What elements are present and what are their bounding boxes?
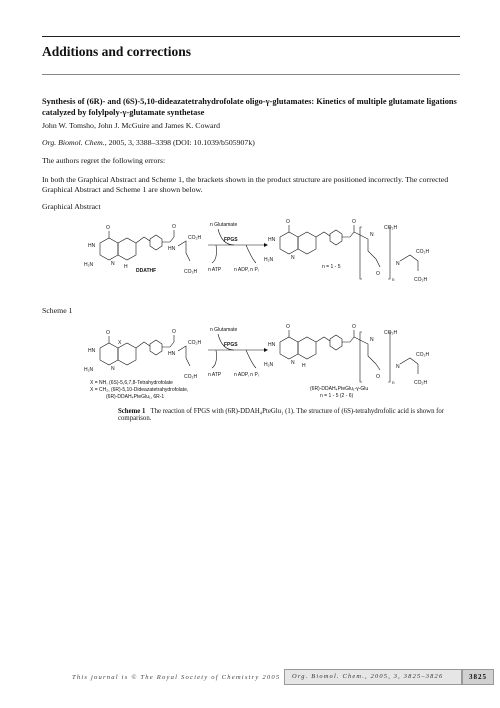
s1-co2h-4: CO₂H	[416, 352, 430, 358]
s1-h-1: H	[302, 363, 306, 369]
citation	[42, 138, 255, 147]
ga-o-3: O	[286, 219, 290, 225]
s1-co2h-3: CO₂H	[384, 330, 398, 336]
ga-o-2: O	[172, 224, 176, 230]
s1-h2n-2: H₂N	[264, 362, 274, 368]
ga-h2n-2: H₂N	[264, 257, 274, 263]
s1-n-4: N	[396, 364, 400, 370]
s1-n-1: N	[111, 366, 115, 372]
s1-n-atp: n ATP	[208, 372, 222, 378]
s1-ring-a	[100, 343, 118, 365]
s1-o-5: O	[376, 374, 380, 380]
scheme-figure	[84, 320, 464, 404]
s1-benzene-2	[330, 335, 342, 350]
ga-n-3: N	[370, 232, 374, 238]
authors: John W. Tomsho, John J. McGuire and James K. Coward	[42, 121, 220, 130]
graphical-abstract-figure	[84, 215, 464, 293]
s1-co2h-1: CO₂H	[188, 340, 202, 346]
s1-n-glutamate: n Glutamate	[210, 327, 238, 333]
s1-legend-1: X = NH, (6S)-5,6,7,8-Tetrahydrofolate	[90, 380, 173, 386]
s1-fpgs: FPGS	[224, 342, 238, 348]
s1-product-2: n = 1 - 5 (2 - 6)	[320, 393, 354, 399]
ga-hn-2: HN	[168, 246, 176, 252]
citation-journal: Org. Biomol. Chem.	[42, 138, 105, 147]
s1-benzene-1	[150, 340, 162, 355]
ga-co2h-5: CO₂H	[414, 277, 428, 283]
ga-o-1: O	[106, 225, 110, 231]
s1-ring-b	[118, 343, 136, 365]
s1-n-3: N	[370, 337, 374, 343]
ga-fpgs: FPGS	[224, 237, 238, 243]
ga-co2h-3: CO₂H	[384, 225, 398, 231]
s1-o-1: O	[106, 330, 110, 336]
s1-legend-2: X = CH₂, (6R)-5,10-Dideazatetrahydrofolate,	[90, 387, 189, 393]
article-title: Synthesis of (6R)- and (6S)-5,10-dideazatetrahydrofolate oligo-γ-glutamates: Kinetics of multiple glutamate ligations catalyzed by folylpoly-γ-glutamate synthetase	[42, 97, 457, 117]
s1-n-adp: n ADP, n Pᵢ	[234, 372, 259, 378]
ga-co2h-1: CO₂H	[188, 235, 202, 241]
ga-ring-c	[280, 232, 298, 254]
section-title: Additions and corrections	[42, 44, 192, 59]
ga-n-sub: n	[392, 277, 395, 282]
s1-legend-3: (6R)-DDAH₄PteGlu₁, 6R-1	[106, 394, 165, 400]
caption-text: The reaction of FPGS with (6R)-DDAH₄PteGlu₁ (1). The structure of (6S)-tetrahydrofolic acid is shown for comparison.	[118, 408, 445, 422]
scheme-label: Scheme 1	[42, 306, 73, 315]
footer-copyright: This journal is © The Royal Society of Chemistry 2005	[72, 674, 281, 681]
s1-x: X	[118, 340, 122, 346]
page-number: 3825	[462, 669, 494, 685]
s1-h2n-1: H₂N	[84, 367, 94, 373]
ga-o-5: O	[376, 271, 380, 277]
graphical-abstract-svg	[84, 215, 464, 293]
s1-o-2: O	[172, 329, 176, 335]
s1-ring-d	[298, 337, 316, 359]
ga-hn-3: HN	[268, 237, 276, 243]
ga-ring-a	[100, 238, 118, 260]
citation-details: , 2005, 3, 3388–3398 (DOI: 10.1039/b505907k)	[104, 138, 255, 147]
footer-journal: Org. Biomol. Chem., 2005, 3, 3825–3826	[292, 673, 444, 680]
ga-n-range: n = 1 - 5	[322, 264, 341, 270]
ga-n-2: N	[291, 255, 295, 261]
s1-hn-1: HN	[88, 348, 96, 354]
ga-h2n-1: H₂N	[84, 262, 94, 268]
ga-n-4: N	[396, 261, 400, 267]
graphical-abstract-label: Graphical Abstract	[42, 202, 101, 211]
s1-hn-3: HN	[268, 342, 276, 348]
s1-n-2: N	[291, 360, 295, 366]
ga-co2h-2: CO₂H	[184, 269, 198, 275]
ga-co2h-4: CO₂H	[416, 249, 430, 255]
s1-co2h-5: CO₂H	[414, 380, 428, 386]
ga-o-4: O	[352, 219, 356, 225]
ga-n-1: N	[111, 261, 115, 267]
scheme-caption	[118, 408, 478, 422]
ga-bracket-right	[388, 227, 390, 279]
ga-hn-1: HN	[88, 243, 96, 249]
ga-n-glutamate: n Glutamate	[210, 222, 238, 228]
s1-bracket-left	[360, 332, 362, 382]
caption-label: Scheme 1	[118, 408, 146, 415]
s1-hn-2: HN	[168, 351, 176, 357]
correction-paragraph: In both the Graphical Abstract and Scheme 1, the brackets shown in the product structure are positioned incorrectly. The corrected Graphical Abstract and Scheme 1 are shown below.	[42, 175, 449, 194]
s1-o-4: O	[352, 324, 356, 330]
ga-ddathf: DDATHF	[136, 268, 157, 274]
s1-ring-c	[280, 337, 298, 359]
s1-n-sub: n	[392, 380, 395, 385]
s1-co2h-2: CO₂H	[184, 374, 198, 380]
ga-benzene-2	[330, 230, 342, 245]
section-rule	[42, 74, 460, 75]
ga-ring-d	[298, 232, 316, 254]
ga-n-adp: n ADP, n Pᵢ	[234, 267, 259, 273]
ga-ring-b	[118, 238, 136, 260]
s1-o-3: O	[286, 324, 290, 330]
ga-h-1: H	[124, 264, 128, 270]
ga-n-atp: n ATP	[208, 267, 222, 273]
ga-benzene-1	[150, 235, 162, 250]
s1-product-1: (6R)-DDAH₄PteGlu₁-γ-Glu	[310, 386, 369, 392]
scheme-svg	[84, 320, 464, 404]
s1-bracket-right	[388, 332, 390, 382]
ga-bracket-left	[360, 227, 362, 279]
regret-statement: The authors regret the following errors:	[42, 156, 166, 165]
top-rule	[42, 36, 460, 37]
